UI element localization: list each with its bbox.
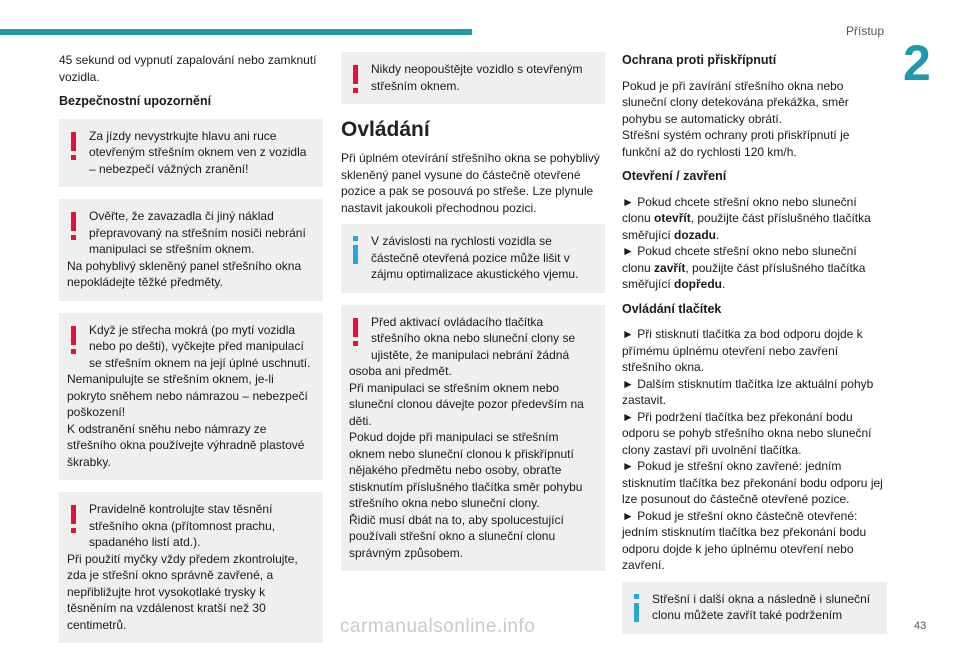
warning-box [341,52,605,104]
column-right [622,52,887,646]
info-box [622,582,887,634]
warning-icon [349,61,362,99]
close-instruction: ► Pokud chcete střešní okno nebo sluneční clonu zavřít, použijte část příslušného tlačítka směřující dopředu. [622,244,866,291]
info-icon [630,591,643,629]
page-number: 43 [914,620,927,632]
info-box [341,224,605,293]
body-text: Při úplném otevírání střešního okna se pohyblivý skleněný panel vysune do částečně otevřené pozice a pak se posouvá po střeše. Lze plynule nastavit jakoukoli přechodnou pozici. [341,151,600,215]
column-left [59,52,323,655]
anti-pinch-heading: Ochrana proti přiskřípnutí [622,53,777,67]
open-instruction: ► Pokud chcete střešní okno nebo sluneční clonu otevřít, použijte část příslušného tlačítka směřující dozadu. [622,194,871,242]
warning-text: Když je střecha mokrá (po mytí vozidla nebo po dešti), vyčkejte před manipulací se střešním oknem na její úplné uschnutí. Nemanipulujte se střešním oknem, je-li pokryto sněhem nebo námrazou – nebezpečí poškození! K odstranění sněhu nebo námrazy ze střešního okna používejte výhradně plastové škrabky. [67,322,311,469]
warning-box [59,492,323,643]
button-control-steps: ► Při stisknutí tlačítka za bod odporu dojde k přímému úplnému otevření nebo zavření střešního okna. ► Dalším stisknutím tlačítka lze aktuální pohyb zastavit. ► Při podržení tlačítka bez překonání bodu odporu se pohyb střešního okna nebo sluneční clony zastaví při uvolnění tlačítka. ► Pokud je střešní okno zavřené: jedním stisknutím tlačítka bez překonání bodu odporu jej lze posunout do částečně otevřené pozice. ► Pokud je střešní okno částečně otevřené: jedním stisknutím tlačítka bez překonání bodu odporu dojde k jeho úplnému otevření nebo zavření. [622,327,883,572]
info-text: V závislosti na rychlosti vozidla se částečně otevřená pozice může lišit v zájmu optimalizace akustického vjemu. [371,234,579,282]
safety-heading: Bezpečnostní upozornění [59,94,212,108]
warning-icon [67,501,80,539]
info-text: Střešní i další okna a následně i sluneční clonu můžete zavřít také podržením [652,591,871,622]
header-accent-bar [0,29,472,35]
intro-text: 45 sekund od vypnutí zapalování nebo zamknutí vozidla. [59,53,317,84]
chapter-number: 2 [903,35,931,91]
open-close-heading: Otevření / zavření [622,169,727,183]
warning-box [341,305,605,572]
warning-text: Ověřte, že zavazadla či jiný náklad přepravovaný na střešním nosiči nebrání manipulaci se střešním oknem. Na pohyblivý skleněný panel střešního okna nepokládejte těžké předměty. [67,209,306,289]
warning-icon [349,314,362,352]
warning-icon [67,208,80,246]
warning-text: Před aktivací ovládacího tlačítka střešního okna nebo sluneční clony se ujistěte, že manipulaci nebrání žádná osoba ani předmět. Při manipulaci se střešním oknem nebo sluneční clonou dávejte pozor především na děti. Pokud dojde při manipulaci se střešním oknem nebo sluneční clonou k přiskřípnutí nějakého předmětu nebo osoby, obraťte stisknutím příslušného tlačítka směr pohybu střešního okna nebo sluneční clony. Řidič musí dbát na to, aby spolucestující používali střešní okno a sluneční clonu správným způsobem. [349,314,584,560]
section-title: Ovládání [341,118,430,141]
watermark: carmanualsonline.info [340,616,536,637]
warning-box [59,119,323,188]
warning-text: Pravidelně kontrolujte stav těsnění střešního okna (přítomnost prachu, spadaného listí atd.). Při použití myčky vždy předem zkontrolujte, zda je střešní okno správně zavřené, a nepřibližujte hrot vysokotlaké trysky k těsněním na vzdálenost kratší než 30 centimetrů. [67,502,298,632]
section-label: Přístup [846,24,885,38]
button-control-heading: Ovládání tlačítek [622,301,722,316]
warning-box [59,313,323,481]
info-icon [349,233,362,271]
warning-icon [67,128,80,166]
column-middle [341,52,605,583]
anti-pinch-text: Pokud je při zavírání střešního okna nebo sluneční clony detekována překážka, směr pohybu se automaticky obrátí. Střešní systém ochrany proti přiskřípnutí je funkční až do rychlosti 120 km/h. [622,78,850,159]
warning-text: Za jízdy nevystrkujte hlavu ani ruce otevřeným střešním oknem ven z vozidla – nebezpečí vážných zranění! [89,128,307,176]
warning-icon [67,322,80,360]
warning-box [59,199,323,301]
warning-text: Nikdy neopouštějte vozidlo s otevřeným střešním oknem. [371,62,583,93]
